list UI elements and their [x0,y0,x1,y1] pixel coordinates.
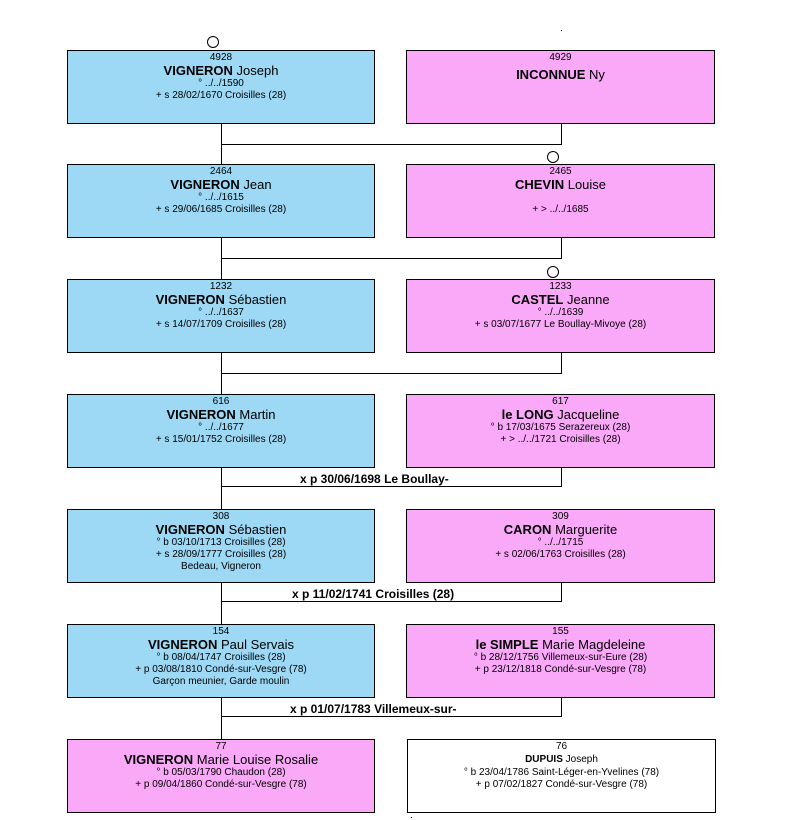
given-name: Martin [239,407,276,422]
person-detail: + s 03/07/1677 Le Boullay-Mivoye (28) [474,319,647,330]
surname: le LONG [501,407,554,422]
surname: INCONNUE [516,67,586,82]
person-name [407,177,714,192]
father-box[interactable] [67,624,375,698]
connector-line [221,486,222,509]
person-detail: + s 15/01/1752 Croisilles (28) [155,434,287,445]
surname: VIGNERON [155,522,225,537]
person-name [407,522,714,537]
sosa-number: 4929 [549,52,572,63]
person-detail: ° b 28/12/1756 Villemeux-sur-Eure (28) [473,652,648,663]
connector-line [221,601,222,624]
surname: le SIMPLE [475,637,539,652]
circle-marker [207,36,219,48]
person-name [68,407,374,422]
person-name [408,752,715,767]
surname: DUPUIS [525,754,563,765]
sosa-number: 4928 [209,52,233,63]
marriage-label: x p 30/06/1698 Le Boullay- [300,472,449,486]
person-detail: + s 28/09/1777 Croisilles (28) [155,549,287,560]
sosa-number: 309 [552,511,569,522]
dot-mark [561,30,562,31]
person-name [68,177,374,192]
person-detail: ° b 08/04/1747 Croisilles (28) [156,652,286,663]
surname: CHEVIN [514,177,565,192]
marriage-label: x p 11/02/1741 Croisilles (28) [292,587,455,601]
surname: VIGNERON [170,177,240,192]
surname: VIGNERON [166,407,236,422]
sosa-number: 2465 [549,166,572,177]
given-name: Marguerite [555,522,618,537]
person-detail: + > ../../1721 Croisilles (28) [500,434,621,445]
connector-line [561,468,562,486]
person-name [407,292,714,307]
connector-line [221,716,562,717]
person-detail: ° ../../1637 [198,307,244,318]
person-detail: + s 14/07/1709 Croisilles (28) [155,319,287,330]
sosa-number: 308 [212,511,230,522]
connector-line [221,373,222,394]
person-name [68,637,374,652]
connector-line [221,468,222,486]
person-detail: ° b 05/03/1790 Chaudon (28) [156,767,286,778]
given-name: Joseph [565,754,598,765]
connector-line [221,238,222,258]
mother-box[interactable] [406,624,715,698]
father-box[interactable] [67,739,375,813]
sosa-number: 617 [552,396,569,407]
person-detail: ° ../../1639 [537,307,584,318]
connector-line [221,698,222,716]
person-detail: + p 09/04/1860 Condé-sur-Vesgre (78) [135,779,307,790]
surname: VIGNERON [155,292,225,307]
person-name [407,407,714,422]
surname: VIGNERON [148,637,218,652]
given-name: Jeanne [566,292,610,307]
connector-line [561,238,562,258]
surname: CARON [503,522,552,537]
person-detail: + p 23/12/1818 Condé-sur-Vesgre (78) [474,664,647,675]
person-detail: + > ../../1685 [532,204,589,215]
connector-line [561,698,562,716]
sosa-number: 616 [212,396,230,407]
given-name: Louise [567,177,607,192]
given-name: Paul Servais [220,637,294,652]
father-box[interactable] [67,279,375,353]
mother-box[interactable] [406,394,715,468]
connector-line [221,144,222,164]
connector-line [221,144,562,145]
connector-line [221,601,562,602]
person-detail: + s 29/06/1685 Croisilles (28) [155,204,287,215]
person-name [68,63,374,78]
surname: VIGNERON [163,63,233,78]
father-box[interactable] [67,509,375,583]
person-detail: ° ../../1715 [537,537,584,548]
given-name: Joseph [236,63,279,78]
person-detail: ° b 03/10/1713 Croisilles (28) [156,537,286,548]
connector-line [221,353,222,373]
connector-line [221,258,562,259]
person-name [407,67,714,82]
given-name: Sébastien [228,292,287,307]
person-detail: + p 03/08/1810 Condé-sur-Vesgre (78) [135,664,307,675]
given-name: Sébastien [228,522,287,537]
given-name: Ny [589,67,605,82]
sosa-number: 77 [215,741,227,752]
person-detail: + p 07/02/1827 Condé-sur-Vesgre (78) [475,779,648,790]
person-name [68,292,374,307]
mother-box[interactable] [406,279,715,353]
sosa-number: 76 [555,741,568,752]
person-detail: + s 28/02/1670 Croisilles (28) [155,90,287,101]
surname: VIGNERON [123,752,194,767]
person-detail [407,192,714,204]
person-detail: ° ../../1615 [198,192,244,203]
person-name [68,522,374,537]
given-name: Marie Louise Rosalie [196,752,319,767]
sosa-number: 2464 [209,166,233,177]
connector-line [221,486,562,487]
sosa-number: 155 [552,626,569,637]
connector-line [561,353,562,373]
surname: CASTEL [511,292,564,307]
circle-marker [547,151,559,163]
connector-line [221,716,222,739]
dot-mark [411,817,412,818]
person-name [407,637,714,652]
person-name [68,752,374,767]
connector-line [561,124,562,144]
person-detail: ° b 17/03/1675 Serazereux (28) [490,422,631,433]
sosa-number: 154 [212,626,230,637]
connector-line [221,124,222,144]
connector-line [221,373,562,374]
person-detail: + s 02/06/1763 Croisilles (28) [495,549,626,560]
person-detail: Bedeau, Vigneron [181,561,261,572]
marriage-label: x p 01/07/1783 Villemeux-sur- [290,702,457,716]
mother-box[interactable] [407,739,716,813]
sosa-number: 1232 [209,281,233,292]
father-box[interactable] [67,50,375,124]
given-name: Jean [243,177,272,192]
person-detail: Garçon meunier, Garde moulin [152,676,290,687]
mother-box[interactable] [406,509,715,583]
sosa-number: 1233 [549,281,572,292]
person-detail: ° ../../1677 [198,422,244,433]
person-detail: ° ../../1590 [198,78,244,89]
mother-box[interactable] [406,164,715,238]
connector-line [561,583,562,601]
person-detail: ° b 23/04/1786 Saint-Léger-en-Yvelines (78) [463,767,660,778]
connector-line [221,258,222,279]
father-box[interactable] [67,164,375,238]
given-name: Marie Magdeleine [542,637,646,652]
father-box[interactable] [67,394,375,468]
circle-marker [547,266,559,278]
given-name: Jacqueline [557,407,620,422]
mother-box[interactable] [406,50,715,124]
connector-line [221,583,222,601]
